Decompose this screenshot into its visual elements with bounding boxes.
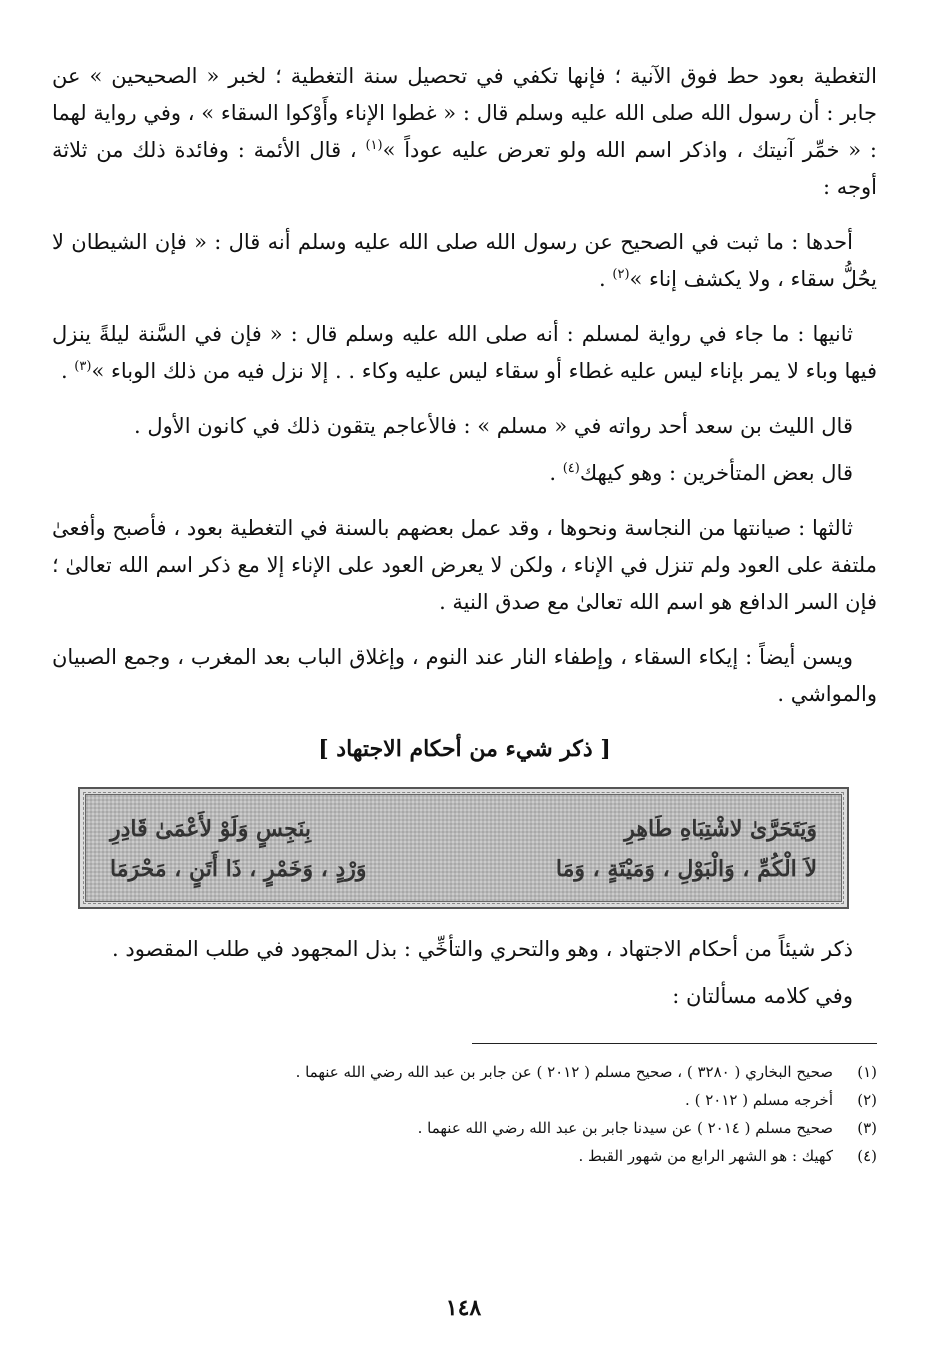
commentary-paragraph-1: ذكر شيئاً من أحكام الاجتهاد ، وهو والتحري والتأخِّي : بذل المجهود في طلب المقصود . [112,937,853,961]
verse-inner [85,794,842,902]
paragraph-text: قال الليث بن سعد أحد رواته في « مسلم » : فالأعاجم يتقون ذلك في كانون الأول . [134,414,853,438]
page-number: ١٤٨ [445,1295,482,1321]
footnote-separator [472,1043,877,1044]
footnote-number: (١) [857,1063,877,1081]
footnote-number: (٣) [857,1119,877,1137]
verse-hemistich-second: وَرْدٍ ، وَخَمْرٍ ، ذَا أَتَنٍ ، مَحْرَمَا [110,856,367,882]
paragraph-text: ويسن أيضاً : إيكاء السقاء ، وإطفاء النار عند النوم ، وإغلاق الباب بعد المغرب ، وجمع الصبيان والمواشي . [52,645,877,706]
paragraph-text: قال بعض المتأخرين : وهو كيهك [579,461,853,485]
paragraph-5 [52,455,877,492]
paragraph-tail: ، قال الأئمة : وفائدة ذلك من ثلاثة أوجه : [52,138,877,199]
paragraph-4 [52,408,877,445]
verse-line-2 [110,849,817,889]
footnote-ref[interactable]: (٣) [74,359,92,374]
footnote-item [52,1058,877,1086]
paragraph-2 [52,224,877,298]
section-heading: [ ذكر شيء من أحكام الاجتهاد ] [318,736,611,762]
paragraph-3 [52,316,877,390]
footnote-item [52,1142,877,1170]
footnote-item [52,1114,877,1142]
paragraph-text: ثانيها : ما جاء في رواية لمسلم : أنه صلى الله عليه وسلم قال : « فإن في السَّنة ليلةً ينزل فيها وباء لا يمر بإناء ليس عليه غطاء أو سقاء ليس عليه وكاء . . إلا نزل فيه من ذلك الوباء » [52,322,877,383]
footnote-text: صحيح البخاري ( ٣٢٨٠ ) ، صحيح مسلم ( ٢٠١٢ ) عن جابر بن عبد الله رضي الله عنهما . [295,1063,833,1081]
paragraph-6 [52,510,877,621]
footnotes [52,1058,877,1170]
footnote-ref[interactable]: (٢) [612,267,630,282]
verse-hemistich-first: لاَ الْكُمِّ ، وَالْبَوْلِ ، وَمَيْتَةٍ ، وَمَا [555,856,817,882]
verse-hemistich-second: بِنَجِسٍ وَلَوْ لأَعْمَىٰ قَادِرِ [110,816,312,842]
paragraph-tail: . [599,267,613,291]
footnote-number: (٢) [857,1091,877,1109]
paragraph-text: ثالثها : صيانتها من النجاسة ونحوها ، وقد عمل بعضهم بالسنة في التغطية بعود ، فأصبح وأفعىٰ ملتفة على العود ولم تنزل في الإناء ، ولكن لا يعرض العود على الإناء إلا مع ذكر اسم الله تعالىٰ ؛ فإن السر الدافع هو اسم الله تعالىٰ مع صدق النية . [52,516,877,614]
footnote-text: أخرجه مسلم ( ٢٠١٢ ) . [685,1091,833,1109]
paragraph-7 [52,639,877,713]
verse-box [78,787,849,909]
verse-hemistich-first: وَيَتَحَرَّىٰ لاشْتِبَاهِ طَاهِرِ [624,816,817,842]
paragraph-tail: . [60,359,75,383]
paragraph-1 [52,58,877,206]
footnote-number: (٤) [857,1147,877,1165]
footnote-text: صحيح مسلم ( ٢٠١٤ ) عن سيدنا جابر بن عبد الله رضي الله عنهما . [417,1119,833,1137]
footnote-text: كهيك : هو الشهر الرابع من شهور القبط . [578,1147,833,1165]
verse-line-1 [110,809,817,849]
paragraph-tail: . [549,461,563,485]
paragraph-text: التغطية بعود حط فوق الآنية ؛ فإنها تكفي في تحصيل سنة التغطية ؛ لخبر « الصحيحين » عن جابر : أن رسول الله صلى الله عليه وسلم قال : « غطوا الإناء وأَوْكوا السقاء » ، وفي رواية لهما : « خمِّر آنيتك ، واذكر اسم الله ولو تعرض عليه عوداً » [52,64,877,162]
commentary-paragraph-2: وفي كلامه مسألتان : [672,984,853,1008]
footnote-ref[interactable]: (١) [365,138,383,153]
footnote-ref[interactable]: (٤) [562,461,580,476]
paragraph-text: أحدها : ما ثبت في الصحيح عن رسول الله صلى الله عليه وسلم أنه قال : « فإن الشيطان لا يحُلُّ سقاء ، ولا يكشف إناء » [52,230,877,291]
footnote-item [52,1086,877,1114]
